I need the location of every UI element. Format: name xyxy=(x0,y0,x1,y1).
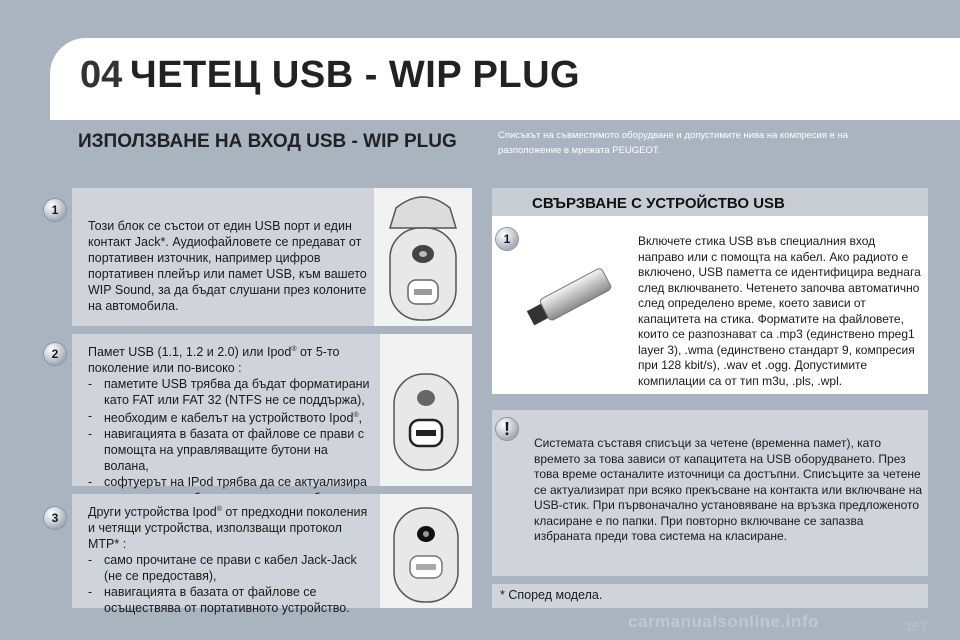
list-item: - паметите USB трябва да бъдат форматирани като FAT или FAT 32 (NTFS не се поддържа), xyxy=(88,376,376,408)
panel1-text: Този блок се състои от един USB порт и един контакт Jack*. Аудиофайловете се предават от портативен източник, например цифров портативен плейър или памет USB, към вашето WIP Sound, за да бъдат слушани през колоните на автомобила. xyxy=(88,219,367,313)
usb-connect-panel xyxy=(492,188,928,394)
step-badge-3: 3 xyxy=(44,507,66,529)
intro-note: Списъкът на съвместимото оборудване и допустимите нива на компресия е на разположение в мрежата PEUGEOT. xyxy=(498,130,849,156)
list-item: - навигацията в базата от файлове се осъществява от портативното устройство. xyxy=(88,584,376,616)
warning-icon: ! xyxy=(496,418,518,440)
footnote-box xyxy=(492,584,928,608)
panel3-intro: Други устройства Ipod® от предходни поколения и четящи устройства, използващи протокол MTP* : xyxy=(88,505,368,552)
usb-connect-title: СВЪРЗВАНЕ С УСТРОЙСТВО USB xyxy=(532,195,785,212)
list-item: - необходим е кабелът на устройството Ipod®, xyxy=(88,408,376,426)
step-badge-2: 2 xyxy=(44,343,66,365)
usb-port-icon xyxy=(380,334,472,486)
panel2-intro: Памет USB (1.1, 1.2 и 2.0) или Ipod® от 5-то поколение или по-високо : xyxy=(88,345,340,376)
chapter-number: 04 xyxy=(80,54,123,96)
section-title: ИЗПОЛЗВАНЕ НА ВХОД USB - WIP PLUG xyxy=(78,131,457,152)
panel-other-devices xyxy=(72,494,472,616)
panel3-list xyxy=(88,552,376,616)
warning-text: Системата съставя списъци за четене (временна памет), като времето за това зависи от капацитета на USB оборудването. През това време останалите източници са достъпни. Списъците за четене се актуализират при всяко прекъсване на контакта или включване на USB-стик. При първоначално установяване на връзка предложеното класиране е по папки. При повторно включване се запазва избраната преди това система на класиране. xyxy=(534,436,922,543)
page-title: ЧЕТЕЦ USB - WIP PLUG xyxy=(130,54,581,96)
page-number: 367 xyxy=(904,618,928,634)
list-item: - само прочитане се прави с кабел Jack-Jack (не се предоставя), xyxy=(88,552,376,584)
list-item: - софтуерът на IPod трябва да се актуализира xyxy=(88,474,376,506)
step-badge-1: 1 xyxy=(44,199,66,221)
jack-port-icon xyxy=(380,494,472,608)
panel-usb-jack xyxy=(72,188,472,326)
panel3-text xyxy=(88,502,376,616)
warning-panel xyxy=(492,410,928,576)
usb-connect-text: Включете стика USB във специалния вход направо или с помощта на кабел. Ако радиото е включено, USB паметта се идентифицира веднага след включването. Четенето започва автоматично след определено време, което зависи от капацитета на стика. Форматите на файловете, които се разпознават са .mp3 (единствено mpeg1 layer 3), .wma (единствено стандарт 9, компресия при 128 kbit/s), .wav et .ogg. Допустимите компилации са от тип m3u, .pls, .wpl. xyxy=(638,234,921,388)
panel2-text xyxy=(88,342,376,506)
panel2-list xyxy=(88,376,376,506)
panel-usb-ipod xyxy=(72,334,472,490)
usb-stick-icon xyxy=(518,268,628,328)
wip-plug-image xyxy=(374,188,472,326)
footnote-text: * Според модела. xyxy=(500,588,603,602)
wip-plug-icon xyxy=(374,188,472,326)
jack-port-image xyxy=(380,494,472,608)
usb-port-image xyxy=(380,334,472,486)
step-badge-usb-1: 1 xyxy=(496,228,518,250)
page-header xyxy=(50,38,960,120)
list-item: - навигацията в базата от файлове се прави с помощта на управляващите бутони на волана, xyxy=(88,426,376,474)
watermark: carmanualsonline.info xyxy=(628,612,819,631)
usb-connect-header xyxy=(492,188,928,216)
